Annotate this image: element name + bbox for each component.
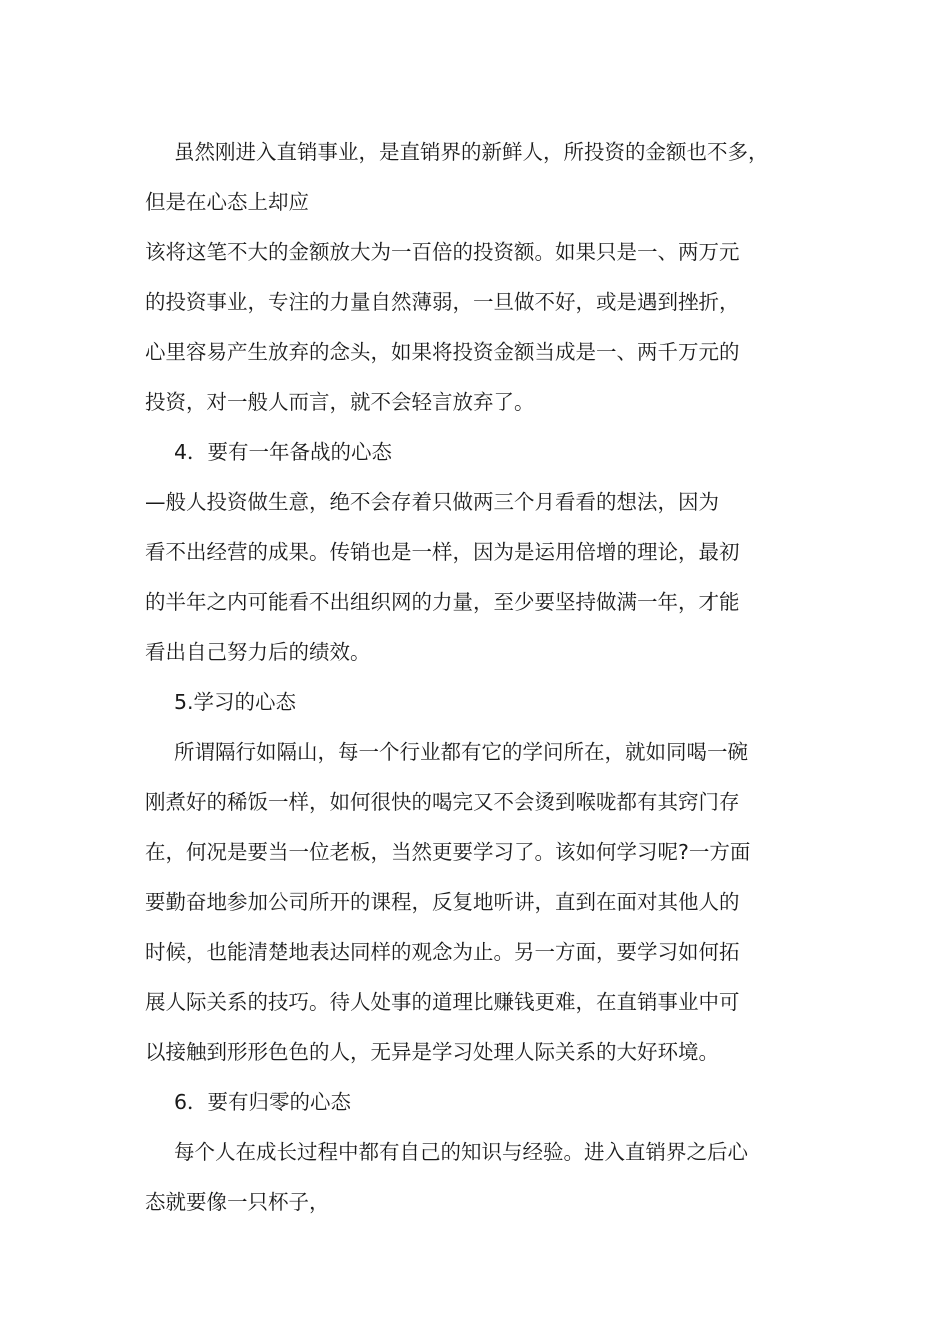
text-line: 时候，也能清楚地表达同样的观念为止。另一方面，要学习如何拓 <box>145 940 740 964</box>
text-line: —般人投资做生意，绝不会存着只做两三个月看看的想法，因为 <box>145 490 719 514</box>
text-line: 投资，对一般人而言，就不会轻言放弃了。 <box>145 390 535 414</box>
text-line: 4．要有一年备战的心态 <box>174 440 393 464</box>
text-line: 展人际关系的技巧。待人处事的道理比赚钱更难，在直销事业中可 <box>145 990 740 1014</box>
text-line: 以接触到形形色色的人，无异是学习处理人际关系的大好环境。 <box>145 1040 719 1064</box>
text-line: 每个人在成长过程中都有自己的知识与经验。进入直销界之后心 <box>174 1140 748 1164</box>
text-line: 所谓隔行如隔山，每一个行业都有它的学问所在，就如同喝一碗 <box>174 740 748 764</box>
text-line: 的半年之内可能看不出组织网的力量，至少要坚持做满一年，才能 <box>145 590 740 614</box>
text-line: 虽然刚进入直销事业，是直销界的新鲜人，所投资的金额也不多， <box>174 140 769 164</box>
text-line: 看出自己努力后的绩效。 <box>145 640 371 664</box>
text-line: 心里容易产生放弃的念头，如果将投资金额当成是一、两千万元的 <box>145 340 740 364</box>
text-line: 刚煮好的稀饭一样，如何很快的喝完又不会烫到喉咙都有其窍门存 <box>145 790 740 814</box>
text-line: 5.学习的心态 <box>174 690 297 714</box>
text-line: 该将这笔不大的金额放大为一百倍的投资额。如果只是一、两万元 <box>145 240 740 264</box>
document-body <box>145 127 815 1227</box>
text-line: 6．要有归零的心态 <box>174 1090 352 1114</box>
text-line: 的投资事业，专注的力量自然薄弱，一旦做不好，或是遇到挫折， <box>145 290 740 314</box>
text-line: 要勤奋地参加公司所开的课程，反复地听讲，直到在面对其他人的 <box>145 890 740 914</box>
text-line: 态就要像一只杯子， <box>145 1190 330 1214</box>
text-line: 看不出经营的成果。传销也是一样，因为是运用倍增的理论，最初 <box>145 540 740 564</box>
text-line: 在，何况是要当一位老板，当然更要学习了。该如何学习呢?一方面 <box>145 840 751 864</box>
text-line: 但是在心态上却应 <box>145 190 309 214</box>
